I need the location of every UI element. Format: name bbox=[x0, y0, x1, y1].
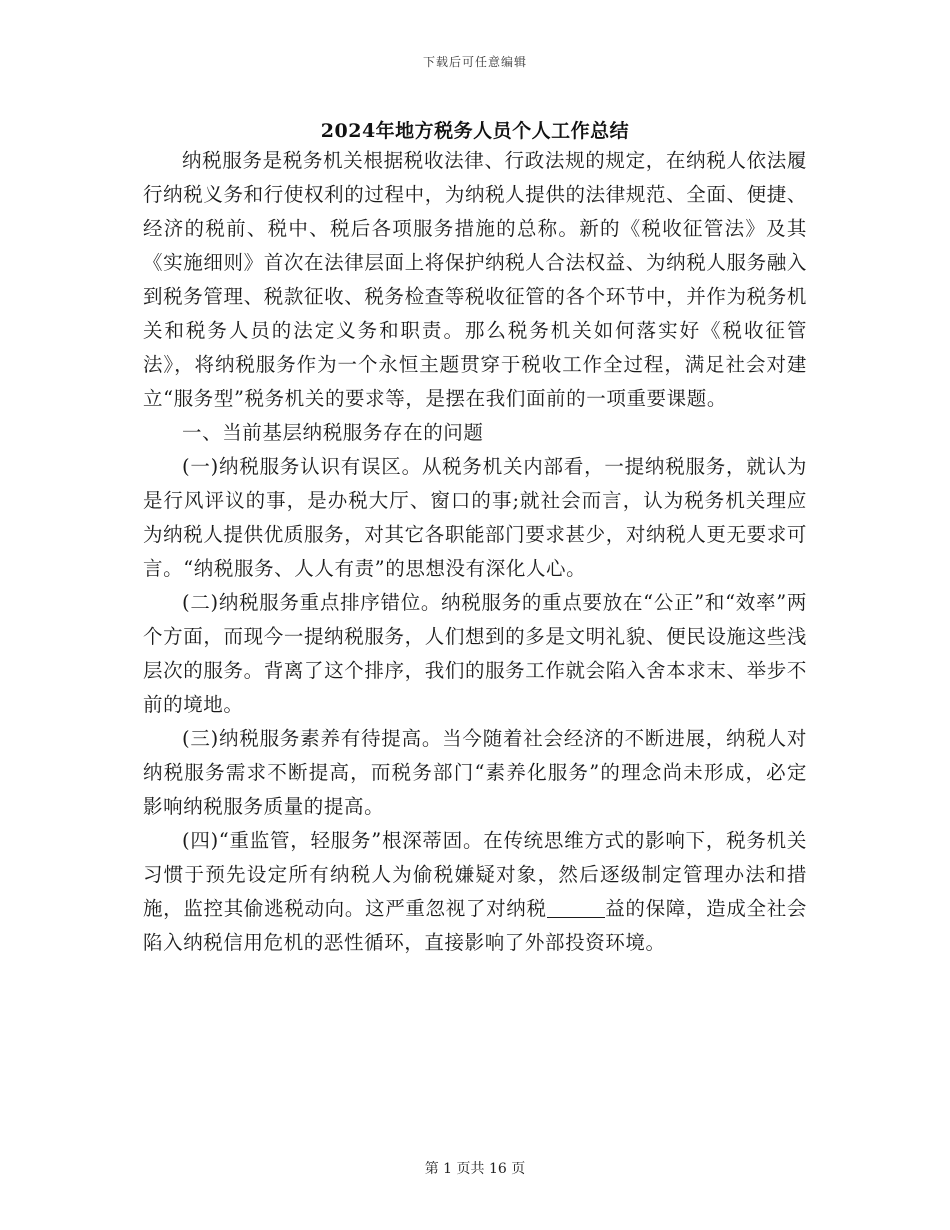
paragraph-item-4-part-1: (四)“重监管，轻服务”根深蒂固。在传统思维方式的影响下，税务机关习惯于预先设定所有纳税人为偷税嫌疑对象，然后逐级制定管理办法和措施，监控其偷逃税动向。这严重忽视了对纳税 bbox=[143, 829, 807, 920]
document-title: 2024年地方税务人员个人工作总结 bbox=[320, 120, 630, 142]
paragraph-item-2: (二)纳税服务重点排序错位。纳税服务的重点要放在“公正”和“效率”两个方面，而现今一提纳税服务，人们想到的多是文明礼貌、便民设施这些浅层次的服务。背离了这个排序，我们的服务工作就会陷入舍本求末、举步不前的境地。 bbox=[143, 591, 807, 716]
blank-underline bbox=[547, 898, 606, 919]
paragraph-item-1: (一)纳税服务认识有误区。从税务机关内部看，一提纳税服务，就认为是行风评议的事，是办税大厅、窗口的事;就社会而言，认为税务机关理应为纳税人提供优质服务，对其它各职能部门要求甚少，对纳税人更无要求可言。“纳税服务、人人有责”的思想没有深化人心。 bbox=[143, 455, 807, 580]
header-note: 下载后可任意编辑 bbox=[422, 55, 527, 69]
paragraph-item-3: (三)纳税服务素养有待提高。当今随着社会经济的不断进展，纳税人对纳税服务需求不断提高，而税务部门“素养化服务”的理念尚未形成，必定影响纳税服务质量的提高。 bbox=[143, 727, 807, 818]
document-body bbox=[143, 144, 807, 960]
paragraph-intro: 纳税服务是税务机关根据税收法律、行政法规的规定，在纳税人依法履行纳税义务和行使权利的过程中，为纳税人提供的法律规范、全面、便捷、经济的税前、税中、税后各项服务措施的总称。新的《税收征管法》及其《实施细则》首次在法律层面上将保护纳税人合法权益、为纳税人服务融入到税务管理、税款征收、税务检查等税收征管的各个环节中，并作为税务机关和税务人员的法定义务和职责。那么税务机关如何落实好《税收征管法》，将纳税服务作为一个永恒主题贯穿于税收工作全过程，满足社会对建立“服务型”税务机关的要求等，是摆在我们面前的一项重要课题。 bbox=[143, 149, 807, 410]
paragraph-item-4 bbox=[143, 824, 807, 960]
paragraph-item-4-part-2: 益的保障，造成全社会陷入纳税信用危机的恶性循环，直接影响了外部投资环境。 bbox=[143, 897, 807, 954]
page-footer: 第 1 页共 16 页 bbox=[424, 1161, 526, 1177]
section-heading: 一、当前基层纳税服务存在的问题 bbox=[182, 421, 484, 444]
